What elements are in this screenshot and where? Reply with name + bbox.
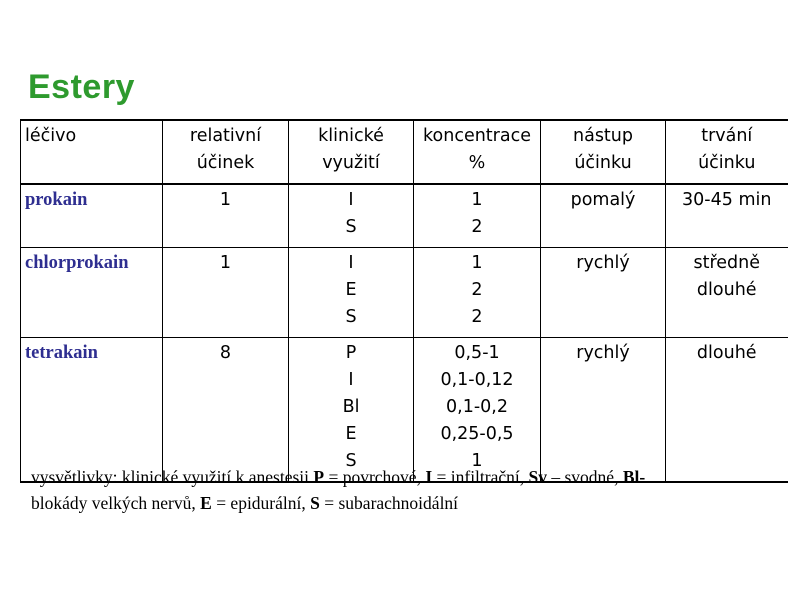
- legend-note: vysvětlivky: klinické využití k anestesii P = povrchové, I = infiltrační, Sv – svodné, Bl- blokády velkých nervů, E = epidurální, S = subarachnoidální: [31, 467, 646, 513]
- table-row: [21, 338, 788, 483]
- drug-cell: [21, 184, 163, 248]
- onset-cell: pomalý: [541, 184, 666, 248]
- drug-cell: [21, 248, 163, 338]
- effect-cell: 8: [163, 338, 289, 483]
- header-duration: trvání účinku: [666, 120, 788, 184]
- concentration-cell: 1 2 2: [414, 248, 541, 338]
- header-clinical-use: klinické využití: [289, 120, 414, 184]
- table-header-row: [21, 120, 788, 184]
- drug-cell: [21, 338, 163, 483]
- header-drug: léčivo: [21, 120, 163, 184]
- onset-cell: rychlý: [541, 338, 666, 483]
- table-row: [21, 184, 788, 248]
- drug-name: chlorprokain: [25, 253, 129, 273]
- table-row: [21, 248, 788, 338]
- header-onset: nástup účinku: [541, 120, 666, 184]
- effect-cell: 1: [163, 184, 289, 248]
- uses-cell: P I Bl E S: [289, 338, 414, 483]
- drug-name: prokain: [25, 190, 88, 210]
- concentration-cell: 0,5-1 0,1-0,12 0,1-0,2 0,25-0,5 1: [414, 338, 541, 483]
- header-concentration: koncentrace %: [414, 120, 541, 184]
- onset-cell: rychlý: [541, 248, 666, 338]
- page-title: Estery: [28, 68, 135, 106]
- duration-cell: dlouhé: [666, 338, 788, 483]
- esters-table: [20, 119, 788, 483]
- header-relative-effect: relativní účinek: [163, 120, 289, 184]
- effect-cell: 1: [163, 248, 289, 338]
- drug-name: tetrakain: [25, 343, 98, 363]
- uses-cell: I S: [289, 184, 414, 248]
- concentration-cell: 1 2: [414, 184, 541, 248]
- duration-cell: středně dlouhé: [666, 248, 788, 338]
- uses-cell: I E S: [289, 248, 414, 338]
- duration-cell: 30-45 min: [666, 184, 788, 248]
